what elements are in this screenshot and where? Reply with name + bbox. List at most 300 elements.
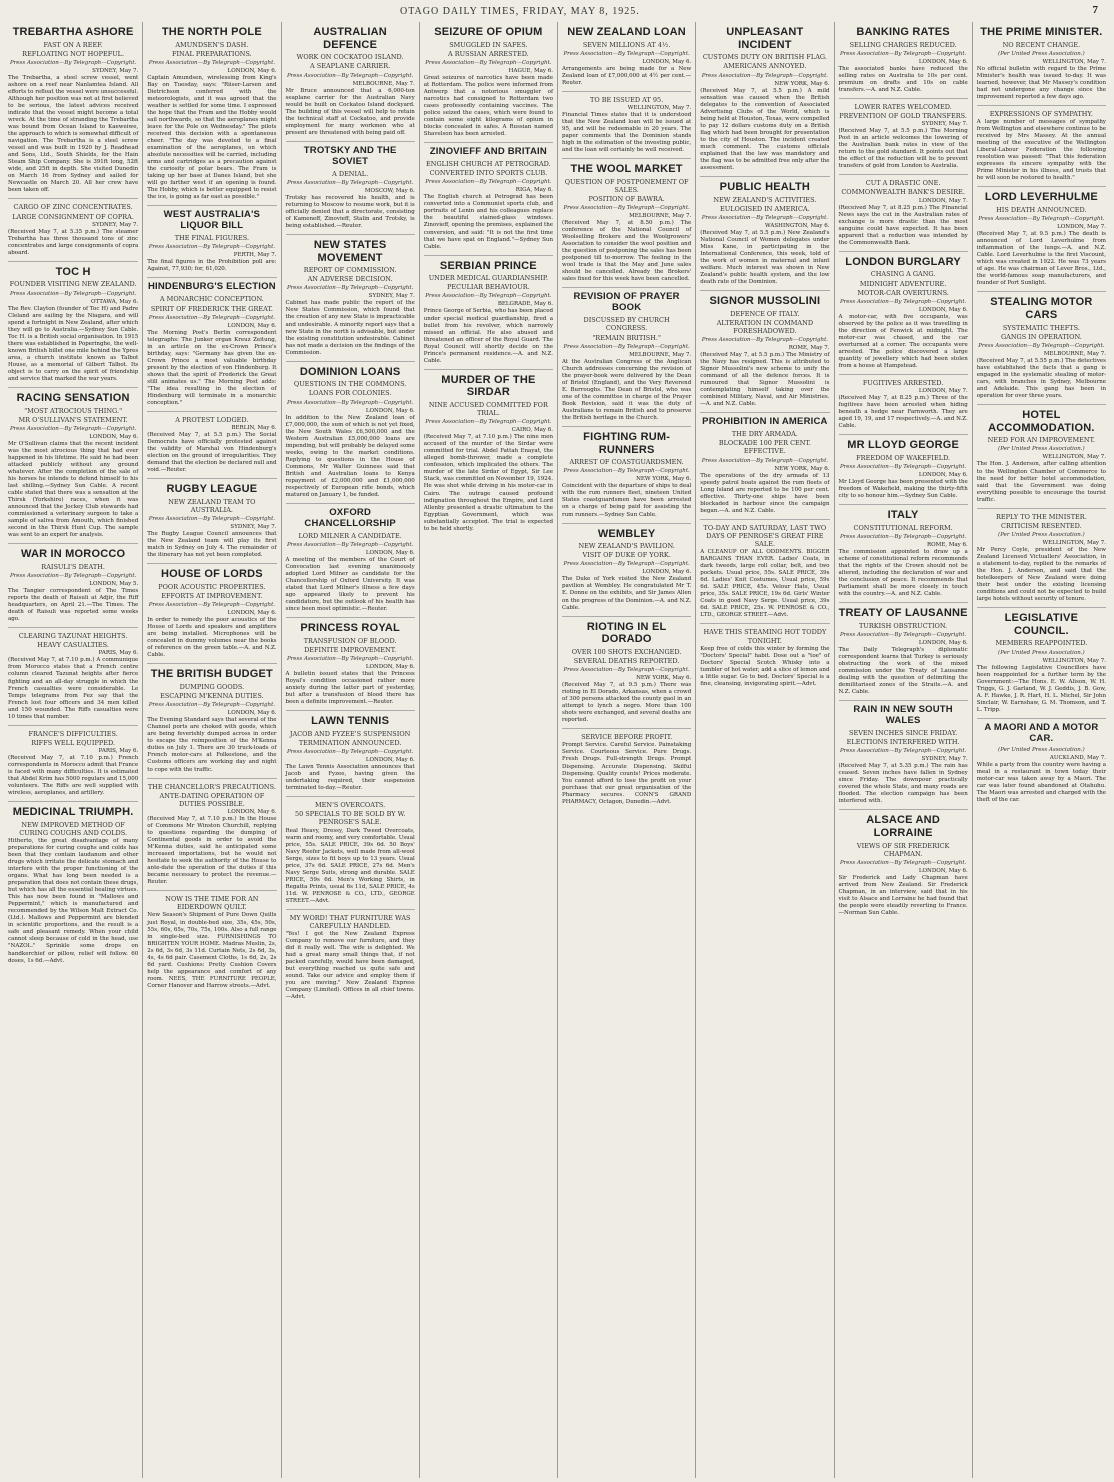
subheading: HEAVY CASUALTIES.	[37, 641, 109, 650]
article-body: In order to remedy the poor acoustics of the House of Lords and speakers and amplifiers are being installed. Microphones will be concealed in dummy volumes near the books of reference on the green table.—A. and N.Z. Cable.	[147, 617, 277, 659]
byline: Press Association—By Telegraph—Copyright.	[701, 337, 829, 344]
subheading: HAVE THIS STEAMING HOT TODDY TONIGHT.	[703, 628, 827, 645]
subheading: MEMBERS REAPPOINTED.	[995, 639, 1088, 648]
subheading: THE FINAL FIGURES.	[174, 234, 250, 243]
subheading: REFLOATING NOT HOPEFUL.	[22, 49, 125, 58]
dateline: ROME, May 7.	[788, 345, 830, 352]
subheading: TRANSFUSION OF BLOOD.	[303, 636, 397, 645]
subheading: OVER 100 SHOTS EXCHANGED.	[571, 647, 682, 656]
headline: THE NORTH POLE	[161, 26, 262, 38]
article-body: Sir Frederick and Lady Chapman have arrived from New Zealand. Sir Frederick Chapman, in an interview, said that in his visit to Alsace and Lorraine he had found that the people were steadily reverting to France.—Norman Sun Cable.	[838, 874, 968, 917]
byline: Press Association—By Telegraph—Copyright.	[9, 573, 137, 579]
headline: NEW STATES MOVEMENT	[313, 238, 387, 264]
subheading: LARGE CONSIGNMENT OF COPRA.	[12, 212, 134, 221]
article-body: "Yes! I got the New Zealand Express Company to remove our furniture, and they did it really well. The wife is delighted. We had a great many small things that, if not packed carefully, would have been damaged, but everything reached us quite safe and sound. Take our advice and employ them if you are moving." New Zealand Express Company (Limited). Offices in all chief towns.—Advt.	[285, 931, 415, 1001]
article	[562, 96, 691, 159]
subheading: THE CHANCELLOR'S PRECAUTIONS.	[147, 782, 276, 791]
article	[562, 163, 691, 288]
dateline: LONDON, May 6.	[227, 322, 277, 329]
headline: NEW ZEALAND LOAN	[567, 26, 686, 38]
article	[424, 26, 553, 143]
subheading: AMUNDSEN'S DASH.	[175, 40, 249, 49]
article	[839, 439, 968, 505]
article-body: A meeting of the members of the Court of Convocation last evening unanimously adopted Lord Milner as candidate for the Chancellorship of Oxford University. It was stated that Lord Milner's illness a few days ago appeared likely to prevent his candidature, but the outlook of his health has since been most optimistic.—Reuter.	[285, 556, 415, 613]
article-body: (Received May 7, at 5.35 p.m.) The steamer Trebartha has three thousand tons of zinc concentrates and large consignments of copra aboard.	[8, 228, 139, 256]
headline: BANKING RATES	[856, 26, 950, 38]
article-body: Financial Times states that it is understood that the New Zealand loan will be issued at 95, and will be redeemable in 20 years. The paper comments that the Dominion stands high in the estimation of the investing public, and the loan will certainly be well received.	[562, 111, 692, 154]
dateline: NEW YORK, May 6.	[636, 476, 692, 483]
masthead	[0, 0, 1114, 20]
headline: LORD LEVERHULME	[984, 191, 1098, 204]
byline: (Per United Press Association.)	[998, 531, 1085, 538]
dateline: LONDON, May 6.	[918, 639, 968, 646]
subheading: EFFORTS AT IMPROVEMENT.	[161, 592, 263, 601]
subheading: MY WORD! THAT FURNITURE WAS CAREFULLY HANDLED.	[289, 913, 411, 931]
dateline: SYDNEY, May 7.	[921, 121, 968, 128]
subheading: FOUNDER VISITING NEW ZEALAND.	[9, 280, 137, 289]
subheading: THE DRY ARMADA.	[731, 430, 798, 439]
headline: HOUSE OF LORDS	[160, 568, 263, 581]
dateline: WELLINGTON, May 7.	[1042, 657, 1106, 664]
headline: WEST AUSTRALIA'S LIQUOR BILL	[163, 209, 261, 232]
headline: REVISION OF PRAYER BOOK	[573, 291, 680, 314]
dateline: LONDON, May 6.	[365, 407, 415, 414]
article-body: Cabinet has made public the report of the New States Commission, which found that the creation of any new State is impracticable and undesirable. A minority report says that a new State in the north is advisable, but under the existing constitution undesirable. Cabinet has not made a decision on the findings of the Commission.	[285, 300, 415, 356]
subheading: UNDER MEDICAL GUARDIANSHIP.	[428, 274, 549, 283]
article-body: Mr O'Sullivan claims that the recent incident was the most atrocious thing that had ever happened in his lifetime. He said he had been attacked publicly without any ground whatever. After the completion of the sale of his horses he intends to defend himself to his last shilling.—Sydney Sun Cable. A recent cable stated that there was a sensation at the Thirsk (Yorkshire) races, when it was announced that the Jockey Club stewards had commissioned a veterinary surgeon to take a sample of saliva from Amouth, which finished second in the Thirsk Hunt Cup. The sample was sent to an expert for analysis.	[8, 440, 139, 539]
article-body: The associated banks have reduced the selling rates on Australia to 10s per cent. premium on drafts and 10s on cable transfers.—A. and N.Z. Cable.	[838, 65, 968, 93]
subheading: MEN'S OVERCOATS.	[315, 801, 386, 810]
byline: Press Association—By Telegraph—Copyright.	[978, 216, 1105, 223]
article	[424, 147, 553, 255]
article	[147, 895, 276, 994]
article-body: The Evening Standard says that several of the Channel ports are choked with goods, which are being feverishly dumped across in order to escape the reimposition of the M'Kenna duties on July 1. There are 30 truck-loads of French motor-cars at Folkestone, and the Customs officers are working day and night to cope with the traffic.	[147, 717, 277, 773]
subheading: CONVERTED INTO SPORTS CLUB.	[429, 169, 548, 178]
subheading: NINE ACCUSED COMMITTED FOR TRIAL.	[428, 401, 548, 418]
subheading: DEFINITE IMPROVEMENT.	[304, 645, 397, 654]
article	[562, 528, 691, 617]
dateline: LONDON, May 6.	[918, 58, 968, 65]
headline: SIGNOR MUSSOLINI	[709, 295, 821, 308]
subheading: FUGITIVES ARRESTED.	[862, 379, 944, 388]
subheading: NEW IMPROVED METHOD OF CURING COUGHS AND COLDS.	[19, 820, 128, 837]
column-5	[557, 22, 695, 1478]
subheading: VISIT OF DUKE OF YORK.	[582, 551, 671, 560]
column-6	[695, 22, 833, 1478]
article	[700, 295, 829, 413]
subheading: LOANS FOR COLONIES.	[308, 389, 392, 398]
dateline: WELLINGTON, May 7.	[1042, 539, 1106, 546]
subheading: SEVERAL DEATHS REPORTED.	[573, 656, 680, 665]
column-7	[834, 22, 972, 1478]
article-body: (Received May 7, at 5.55 p.m.) The detectives have established the facts that a gang is engaged in the systematic stealing of motor-cars, with branches in Sydney, Melbourne and Adelaide. This gang has been in operation for over three years.	[976, 357, 1106, 400]
subheading: VIEWS OF SIR FREDERICK CHAPMAN.	[856, 841, 950, 858]
subheading: A SEAPLANE CARRIER.	[309, 62, 391, 71]
subheading: REPLY TO THE MINISTER.	[995, 512, 1087, 521]
article-body: The Hon. J. Anderson, after calling attention to the Wellington Chamber of Commerce to the need for better hotel accommodation, said that the Government was doing everything possible to encourage the tourist traffic.	[976, 461, 1106, 503]
subheading: GANGS IN OPERATION.	[1000, 332, 1082, 341]
byline: Press Association—By Telegraph—Copyright.	[425, 293, 552, 300]
headline: TREBARTHA ASHORE	[12, 26, 134, 38]
headline: RIOTING IN EL DORADO	[586, 620, 667, 646]
article	[700, 628, 829, 691]
headline: RACING SENSATION	[16, 391, 130, 404]
subheading: QUESTION OF POSTPONEMENT OF SALES.	[564, 177, 689, 194]
byline: Press Association—By Telegraph—Copyright.	[839, 533, 967, 540]
dateline: LONDON, May 6.	[89, 433, 139, 440]
subheading: MOTOR-CAR OVERTURNS.	[857, 288, 949, 297]
byline: Press Association—By Telegraph—Copyright.	[839, 859, 967, 866]
subheading: NEW ZEALAND TEAM TO AUSTRALIA.	[168, 497, 256, 515]
subheading: ENGLISH CHURCH AT PETROGRAD.	[426, 160, 551, 169]
byline: Press Association—By Telegraph—Copyright.	[701, 457, 829, 464]
dateline: LONDON, May 6.	[227, 610, 277, 617]
byline: Press Association—By Telegraph—Copyright.	[9, 59, 137, 66]
article-body: (Received May 7, at 7.10 p.m.) The nine men accused of the murder of the Sirdar were committed for trial. Abdel Fattah Enayat, the alleged bomb-thrower, made a complete confession, which implicated the others. The murder of the late Sirdar of Egypt, Sir Lee Stack, was committed on November 19, 1924. He was shot while driving in his motor-car in Cairo. The outrage caused profound indignation throughout the Empire, and Lord Allenby presented a drastic ultimatum to the Egyptian Government, which was substantially accepted. The trial is expected to be held shortly.	[423, 434, 553, 532]
article-body: The Duke of York visited the New Zealand pavilion at Wembley. He congratulated Mr T. E. Donne on the exhibits, and Sir James Allen on the progress of the Dominion.—A. and N.Z. Cable.	[562, 576, 692, 611]
dateline: BELGRADE, May 6.	[497, 301, 553, 308]
article-body: The following Legislative Councillors have been reappointed for a further term by the Government:—The Hons. E. W. Alison, W. H. Triggs, G. J. Garland, W. J. Geddis, J. B. Gow, A. F. Hawke, J. R. Hart, H. L. Michel, Sir John Sinclair, W. Earnshaw, G. M. Thomson, and T. L. Tripp.	[976, 664, 1106, 713]
byline: Press Association—By Telegraph—Copyright.	[978, 342, 1105, 349]
byline: Press Association—By Telegraph—Copyright.	[286, 749, 414, 756]
byline: Press Association—By Telegraph—Copyright.	[286, 72, 414, 79]
column-4	[419, 22, 557, 1478]
article-body: While a party from the country were having a meal in a restaurant in town today their motor-car was taken away by a Maori. The car was later found abandoned at Otahuhu. The Maori was arrested and charged with the theft of the car.	[976, 761, 1106, 803]
subheading: A PROTEST LODGED.	[175, 416, 249, 424]
article	[286, 622, 415, 711]
dateline: ROME, May 6.	[926, 541, 968, 548]
subheading: MR O'SULLIVAN'S STATEMENT.	[18, 415, 128, 424]
headline: LONDON BURGLARY	[845, 255, 961, 268]
subheading: TERMINATION ANNOUNCED.	[298, 738, 402, 747]
headline: LEGISLATIVE COUNCIL.	[1004, 612, 1079, 637]
byline: Press Association—By Telegraph—Copyright.	[148, 602, 276, 609]
subheading: EXPRESSIONS OF SYMPATHY.	[989, 109, 1093, 118]
subheading: DEFENCE OF ITALY.	[730, 309, 800, 318]
newspaper-columns	[4, 22, 1110, 1478]
article-body: The Rev. Clayton (founder of Toc H) and Padre Cleland are sailing by the Niagara, and will spend a fortnight in New Zealand, after which they will go to Australia.—Sydney Sun Cable. Toc H. is a British social organisation. In 1915 there was established in Poperinghe, the well-known British billet one mile behind the Ypres area, a church institute known as Talbot House, as a memorial of Gilbert Talbot. Its object is to carry on the spirit of friendship and service that marked the war years.	[8, 305, 139, 382]
headline: ZINOVIEFF AND BRITAIN	[429, 146, 547, 158]
article-body: Coincident with the departure of ships to deal with the rum runners fleet, nineteen United States coastguardsmen have been arrested on a charge of being paid for assisting the rum runners.—Sydney Sun Cable.	[562, 483, 692, 518]
dateline: MELBOURNE, May 7.	[629, 351, 692, 358]
subheading: CONSTITUTIONAL REFORM.	[853, 523, 953, 532]
byline: Press Association—By Telegraph—Copyright.	[9, 290, 137, 297]
article	[700, 26, 829, 177]
article-body: The Tangier correspondent of The Times reports the death of Raisuli at Adjir, the Riff headquarters, on April 21.—The Times. The death of Raisuli was reported some weeks ago.	[8, 588, 139, 623]
article-body: A bulletin issued states that the Princess Royal's condition occasioned rather more anxiety during the latter part of yesterday, but after a transfusion of blood there has been a definite improvement.—Reuter.	[285, 671, 415, 706]
article	[562, 26, 691, 92]
dateline: OTTAWA, May 6.	[90, 298, 139, 305]
article	[977, 296, 1106, 405]
byline: Press Association—By Telegraph—Copyright.	[286, 399, 414, 406]
article-body: Mr Bruce announced that a 6,000-ton seaplane carrier for the Australian Navy would be built on Cockatoo Island dockyard. The building of this vessel will help to retain the technical staff at Cockatoo, and provide employment for many workmen who at present are threatened with being paid off.	[285, 87, 415, 136]
byline: Press Association—By Telegraph—Copyright.	[286, 541, 414, 548]
headline: STEALING MOTOR CARS	[990, 296, 1093, 321]
article	[147, 568, 276, 664]
article-body: The operations of the dry armada of 13 speedy patrol boats against the rum fleets of Long Island are reported to be 100 per cent. effective. Thirty-one ships have been blockaded in harbour since the campaign began.—A. and N.Z. Cable.	[700, 472, 830, 514]
headline: MURDER OF THE SIRDAR	[441, 373, 536, 399]
article	[839, 607, 968, 701]
subheading: RIFFS WELL EQUIPPED.	[31, 738, 116, 747]
dateline: WASHINGTON, May 6.	[765, 222, 830, 229]
article-body: (Received May 7, at 5.5 p.m.) New Zealand's National Council of Women delegates under Miss Kane, in participating in the International Conference, this week, told of the work of women in maternal and infant welfare. Much interest was shown in New Zealand's public health system, and the low death rate of the Dominion.	[700, 229, 830, 286]
headline: THE BRITISH BUDGET	[150, 668, 273, 681]
article-body: At the Australian Congress of the Anglican Church addresses concerning the revision of the prayer-book were delivered by the Dean of Bristol (England), and the Very Reverend E. Burroughs. The Dean of Bristol, who was one of the committee in charge of the Prayer Book Revision, said it was the duty of Australians to remain British and to preserve the British heritage in the Church.	[562, 358, 692, 421]
article	[839, 179, 968, 251]
byline: Press Association—By Telegraph—Copyright.	[9, 425, 137, 432]
article	[147, 783, 276, 892]
article	[8, 26, 138, 199]
article	[839, 256, 968, 375]
article-body: A CLEANUP OF ALL ODDMENTS. BIGGER BARGAINS THAN EVER. Ladies' Coats, in dark tweeds, large roll collar, belt, and two pockets. Usual price, 55s. SALE PRICE, 39s 6d. Ladies' Knit Costumes, Usual price, 59s 6d. SALE PRICE, 45s. Velour Hats, Usual price, 35s. SALE PRICE, 19s 6d. Girls' Winter Coats in good Navy Serge. Usual price, 39s 6d. SALE PRICE, 25s. W. PENROSE & CO., LTD., GEORGE STREET.—Advt.	[700, 549, 830, 619]
article-body: A large number of messages of sympathy from Wellington and elsewhere continue to be received by Mrs Massey. At the annual meeting of the executive of the Wellington Liberal-Labour Federation the following resolution was passed: "That this federation expresses its sincere sympathy with the Prime Minister in his illness, and trusts that he will soon be restored to health."	[976, 119, 1106, 182]
byline: Press Association—By Telegraph—Copyright.	[701, 72, 829, 79]
article-body: Hitherto, the great disadvantage of many preparations for curing coughs and colds has been that they contain laudanum and other drugs which irritate the delicate stomach and interfere with the proper functioning of the organs. What has long been needed is a preparation that does not contain these drugs, but which has all the essential healing virtues. This has now been found in "Mallows and Peppermint," which is manufactured and recommended by the Wilson Malt Extract Co. (Ltd.). Mallows and Peppermint are blended in scientific proportions, and the result is a safe and pleasant remedy. When your child cannot sleep because of cold in the head, use "NAZOL." Sprinkle some drops on handkerchief or pillow, relief will follow. 60 doses, 1s 6d.—Advt.	[8, 838, 139, 964]
headline: TROTSKY AND THE SOVIET	[303, 144, 397, 167]
article-body: Mr Percy Coyle, president of the New Zealand Licensed Victuallers' Association, in a statement to-day, replied to the remarks of the Hon. J. Anderson, and said that the hotelkeepers of New Zealand were doing their best under the existing licensing conditions and could not be expected to build large hotels without security of tenure.	[976, 546, 1106, 603]
article-body: Arrangements are being made for a New Zealand loan of £7,000,000 at 4½ per cent.—Reuter.	[562, 65, 692, 86]
article	[839, 379, 968, 435]
subheading: ESCAPING M'KENNA DUTIES.	[160, 692, 264, 701]
article-body: A motor-car, with five occupants, was observed by the police as it was travelling in the direction of Fenwick at midnight. The motor-car was chased, and the car overturned at a corner. The occupants were arrested. The police discovered a large quantity of jewellery which had been stolen from a house at Hampstead.	[838, 313, 968, 369]
subheading: HIS DEATH ANNOUNCED.	[996, 205, 1087, 214]
article	[147, 26, 276, 206]
subheading: NEED FOR AN IMPROVEMENT.	[987, 436, 1096, 445]
article	[8, 632, 138, 726]
article-body: The Rugby League Council announces that the New Zealand team will play its first match in Sydney on July 4. The remainder of the itinerary has not yet been completed.	[147, 531, 277, 559]
dateline: LONDON, May 6.	[365, 757, 415, 764]
article-body: (Received May 7, at 9.5 p.m.) The death is announced of Lord Leverhulme from inflammation of the lungs.—A. and N.Z. Cable. Lord Leverhulme is the first Viscount, which was created in 1922. He was 73 years of age. He was chairman of Lever Bros., Ltd., the world-famous soap manufacturers, and founder of Port Sunlight.	[976, 231, 1106, 287]
article-body: (Received May 7, at 7.10 p.m.) A communique from Morocco states that a French centre column cleared Tazunat heights after fierce fighting and an all-day struggle in which the French casualties were considerable. Le Temps telegrams from Fez say that the French lost four officers and 34 men killed and 150 wounded. The Riffs casualties were 10 times that number.	[8, 657, 139, 720]
article	[977, 723, 1106, 808]
subheading: TURKISH OBSTRUCTION.	[859, 621, 948, 630]
subheading: TO BE ISSUED AT 95.	[589, 95, 664, 104]
dateline: LONDON, May 6.	[918, 472, 968, 479]
article	[147, 668, 276, 778]
headline: PRINCESS ROYAL	[300, 622, 400, 635]
article	[8, 392, 138, 544]
article-body: The Trebartha, a steel screw vessel, went ashore on a reef near Nanlamtea Island. All efforts to refloat the vessel were unsuccessful. Although her position was not at first believed to be serious, the latest advices received indicate that the vessel might become a total wreck. At the time of stranding the Trebartha was bound from Ocean Island to Kaeweiwe, the approach to which is somewhat difficult of navigation. The Trebartha is a steel screw vessel and was built in 1920 by J. Readhead and Sons, Ltd., South Shields, for the Hain Steam Ship Company. She is 391ft long, 52ft wide, and 25ft in depth. She visited Dunedin on March 16 from Sydney and sailed for Newcastle on March 20. All her crew have been taken off.	[8, 74, 139, 194]
subheading: NEW ZEALAND'S PAVILION.	[578, 542, 675, 551]
dateline: SYDNEY, May 7.	[92, 67, 139, 74]
subheading: SMUGGLED IN SAFES.	[449, 40, 528, 49]
byline: Press Association—By Telegraph—Copyright.	[839, 50, 967, 57]
subheading: PREVENTION OF GOLD TRANSFERS.	[839, 112, 967, 121]
article-body: (Received May 7, at 5.5 p.m.) The Morning Post in an article welcomes the lowering of the Australian bank rates in view of the return to the gold standard. It points out that the effect of the reduction will be to prevent transfers of gold from London to Australia.	[838, 128, 968, 170]
subheading: AMERICANS ANNOYED.	[723, 62, 807, 71]
subheading: "REMAIN BRITISH."	[592, 333, 661, 342]
byline: Press Association—By Telegraph—Copyright.	[839, 748, 967, 755]
subheading: REPORT OF COMMISSION.	[303, 266, 397, 275]
article-body: New Season's Shipment of Pure Down Quilts just Royal, in double-bed size, 35s, 45s, 50s, 55s, 60s, 65s, 70s, 75s, 100s. Also a full range in single-bed size. FURNISHINGS TO BRIGHTEN YOUR HOME. Madras Muslin, 2s, 2s 6d, 3s 6d, 3s 11d. Curtain Nets, 2s 6d, 3s, 4s, 4s 6d pair. Casement Cloths, 1s 6d, 2s, 2s 6d yard. Cushions: Pretty Cushion Covers help the appearance and comfort of any room. NEES, THE FURNITURE PEOPLE, Corner Hanover and Harrow streets.—Advt.	[147, 912, 277, 989]
dateline: LONDON, May 6.	[642, 58, 692, 65]
column-8	[972, 22, 1110, 1478]
dateline: PARIS, May 6.	[98, 747, 139, 754]
article	[286, 26, 415, 142]
headline: OXFORD CHANCELLORSHIP	[304, 506, 396, 529]
dateline: LONDON, May 7.	[1057, 224, 1106, 231]
byline: Press Association—By Telegraph—Copyright.	[839, 631, 967, 638]
byline: Press Association—By Telegraph—Copyright.	[839, 298, 967, 305]
headline: SERBIAN PRINCE	[439, 259, 537, 272]
subheading: NOW IS THE TIME FOR AN EIDERDOWN QUILT.	[165, 895, 259, 912]
subheading: FRANCE'S DIFFICULTIES.	[28, 729, 118, 738]
article	[286, 239, 415, 362]
subheading: JACOB AND FYZEE'S SUSPENSION	[289, 729, 411, 738]
headline: WAR IN MOROCCO	[21, 548, 126, 561]
article	[562, 431, 691, 524]
dateline: MELBOURNE, May 7.	[629, 213, 692, 220]
article-body: Keep free of colds this winter by forming the "Doctors' Special" habit. Dose out a "toe" of Doctors' Special Scotch Whisky into a tumbler of hot water, add a slice of lemon and a little sugar. Go to bed. Doctors' Special is a fine, cleansing, invigorating spirit.—Advt.	[700, 645, 830, 687]
article	[839, 26, 968, 99]
headline: PROHIBITION IN AMERICA	[702, 416, 828, 428]
subheading: "MOST ATROCIOUS THING."	[24, 406, 123, 415]
subheading: NO RECENT CHANGE.	[1002, 40, 1081, 49]
dateline: LONDON, May 7.	[918, 388, 968, 395]
byline: Press Association—By Telegraph—Copyright.	[286, 179, 414, 186]
byline: Press Association—By Telegraph—Copyright.	[563, 50, 690, 57]
article	[700, 417, 829, 519]
article-body: The commission appointed to draw up a scheme of constitutional reform recommends that the rights of the Crown should not be altered, including the declaration of war and the conclusion of peace. It recommends that Parliament shall be more closely in touch with the country.—A. and N.Z. Cable.	[838, 548, 968, 598]
dateline: WELLINGTON, May 7.	[627, 104, 692, 111]
article	[286, 914, 415, 1006]
article	[562, 292, 691, 427]
subheading: SEVEN INCHES SINCE FRIDAY.	[849, 728, 958, 737]
subheading: WORK ON COCKATOO ISLAND.	[296, 53, 404, 62]
article	[8, 806, 138, 968]
byline: (Per United Press Association.)	[998, 649, 1085, 656]
dateline: PARIS, May 6.	[98, 650, 139, 657]
headline: ITALY	[887, 509, 919, 522]
dateline: LONDON, May 6.	[227, 808, 277, 815]
dateline: BERLIN, May 6.	[231, 425, 277, 432]
byline: Press Association—By Telegraph—Copyright.	[563, 343, 690, 350]
article	[977, 110, 1106, 187]
column-1	[4, 22, 142, 1478]
article-body: The English church at Petrograd has been converted into a Communist sports club, and portraits of Lenin and his colleagues replace the beautiful stained-glass windows. Zinovieff, opening the premises, explained the conversion, and said: "It is not the first time that we have spat on England."—Sydney Sun Cable.	[423, 194, 553, 250]
byline: (Per United Press Association.)	[998, 446, 1085, 453]
subheading: CUT A DRASTIC ONE.	[865, 179, 941, 188]
article	[147, 483, 276, 564]
dateline: PERTH, May 7.	[233, 252, 277, 259]
byline: Press Association—By Telegraph—Copyright.	[563, 205, 690, 212]
article	[147, 282, 276, 412]
article	[286, 508, 415, 618]
article	[839, 103, 968, 175]
byline: (Per United Press Association.)	[998, 50, 1085, 57]
byline: Press Association—By Telegraph—Copyright.	[148, 59, 276, 66]
dateline: NEW YORK, May 6.	[636, 675, 692, 682]
byline: Press Association—By Telegraph—Copyright.	[425, 59, 552, 66]
subheading: MIDNIGHT ADVENTURE.	[859, 279, 947, 288]
byline: Press Association—By Telegraph—Copyright.	[148, 314, 276, 321]
subheading: FINAL PREPARATIONS.	[171, 49, 252, 58]
byline: (Per United Press Association.)	[998, 746, 1085, 753]
article	[839, 705, 968, 810]
dateline: RIGA, May 6.	[515, 187, 553, 194]
article	[8, 203, 138, 261]
byline: Press Association—By Telegraph—Copyright.	[563, 468, 690, 475]
dateline: LONDON, May 7.	[918, 197, 968, 204]
dateline: CAIRO, May 6.	[511, 427, 553, 434]
article-body: (Received May 7, at 5.5 p.m.) The Social Democrats have officially protested against the validity of Marshal von Hindenburg's election on the ground of irregularities. They demand that the election be declared null and void.—Reuter.	[147, 432, 277, 474]
article-body: (Received May 7, at 9.5 p.m.) There was rioting in El Dorado, Arkansas, when a crowd of 300 persons attacked the county gaol in an attempt to lynch a negro. More than 100 shots were exchanged, and several deaths are reported.	[562, 682, 692, 724]
dateline: AUCKLAND, May 7.	[1049, 754, 1106, 761]
dateline: NEW YORK, May 6.	[774, 465, 830, 472]
article	[286, 715, 415, 797]
subheading: EULOGISED IN AMERICA.	[720, 204, 810, 213]
byline: Press Association—By Telegraph—Copyright.	[148, 244, 276, 251]
subheading: A DENIAL.	[332, 169, 369, 178]
article-body: (Received May 7, at 8.25 p.m.) The Financial News says the cut in the Australian rates of exchange is more drastic than the most sanguine could have expected. It has been apparent that a reduction was intended by the Commonwealth Bank.	[838, 204, 968, 246]
article-body: The Lawn Tennis Association announces that Jacob and Fyzee, having given the undertaking required, their suspension terminated to-day.—Reuter.	[285, 764, 415, 792]
headline: UNPLEASANT INCIDENT	[726, 26, 804, 51]
article	[286, 146, 415, 235]
subheading: LORD MILNER A CANDIDATE.	[298, 531, 402, 540]
headline: WEMBLEY	[597, 527, 656, 540]
headline: SEIZURE OF OPIUM	[434, 26, 543, 38]
article	[700, 181, 829, 291]
subheading: CRITICISM RESENTED.	[1001, 521, 1082, 530]
headline: FIGHTING RUM-RUNNERS	[583, 430, 671, 456]
subheading: FREEDOM OF WAKEFIELD.	[856, 453, 951, 462]
subheading: POOR ACOUSTIC PROPERTIES.	[158, 582, 266, 591]
article	[839, 814, 968, 921]
paper-title: OTAGO DAILY TIMES, FRIDAY, MAY 8, 1925.	[400, 6, 640, 17]
subheading: A RUSSIAN ARRESTED.	[448, 49, 529, 58]
article	[8, 266, 138, 388]
subheading: ARREST OF COASTGUARDSMEN.	[569, 458, 684, 467]
article	[147, 416, 276, 479]
subheading: DISCUSSED BY CHURCH CONGRESS.	[583, 316, 670, 333]
byline: Press Association—By Telegraph—Copyright.	[425, 419, 552, 426]
headline: RAIN IN NEW SOUTH WALES	[853, 704, 953, 727]
subheading: RAISULI'S DEATH.	[41, 562, 105, 571]
subheading: CARGO OF ZINC CONCENTRATES.	[13, 203, 133, 212]
dateline: LONDON, May 6.	[918, 306, 968, 313]
page-number: 7	[1092, 4, 1098, 16]
dateline: WELLINGTON, May 7.	[1042, 58, 1106, 65]
article-body: Trotsky has recovered his health, and is returning to Moscow to resume work, but it is officially denied that a directorate, consisting of Kameneff, Zinovieff, Stalin and Trotsky, is being established.—Reuter.	[285, 194, 415, 229]
article-body: In addition to the New Zealand loan of £7,000,000, the sum of which is not yet fixed, the New South Wales £6,500,000 and the Western Australian £5,000,000 loans are impending, but will probably be delayed some weeks, owing to the market conditions. Replying to questions in the House of Commons, Mr Walter Guinness said that British and Australian loans to Kenya repayment of £2,000,000 and £1,000,000 respectively of European rifle bonds, which matured on January 1, be funded.	[285, 414, 415, 498]
dateline: SYDNEY, May 7.	[921, 756, 968, 763]
article	[839, 509, 968, 603]
subheading: SELLING CHARGES REDUCED.	[849, 40, 957, 49]
dateline: LONDON, May 6.	[227, 67, 277, 74]
dateline: SYDNEY, May 7.	[368, 293, 415, 300]
headline: AUSTRALIAN DEFENCE	[313, 26, 387, 51]
byline: Press Association—By Telegraph—Copyright.	[286, 656, 414, 663]
article-body: (Received May 7, at 8.50 p.m.) The conference of the National Council of Woolselling Brokers and the Woolgrowers' Association to consider the wool position and the question of postponing the sales has been postponed till to-morrow. The feeling in the wool trade is that the May and June sales should be cancelled. Already the Brokers' sales fixed for this week have been cancelled.	[562, 220, 692, 283]
subheading: SPIRIT OF FREDERICK THE GREAT.	[150, 304, 273, 313]
dateline: LONDON, May 6.	[227, 710, 277, 717]
article-body: Prompt Service. Careful Service. Painstaking Service. Courteous Service. Pure Drugs. Fresh Drugs. Full-strength Drugs. Prompt Dispensing. Accurate Dispensing. Skilful Dispensing. Quality counts! Prices moderate. You cannot afford to lose the profit on your purchase that our great organisation of the Pharmacy secures. CONN'S GRAND PHARMACY, Octagon, Dunedin.—Advt.	[562, 742, 692, 805]
headline: THE WOOL MARKET	[570, 163, 683, 176]
article-body: Real Heavy, Dressy, Dark Tweed Overcoats, warm and roomy, and very comfortable. Usual price, 55s. SALE PRICE, 39s 6d. 50 Boys' Navy Reefer Jackets, well made from all-wool Serge, sizes to fit boys up to 13 years. Usual price, 37s 6d. SALE PRICE, 27s 6d. Men's Navy Serge Suits, strong and durable. SALE PRICE, 59s 6d. Men's Working Shirts, in Regatta Prints, usual 6s 11d, SALE PRICE, 4s 11d. W. PENROSE & CO., LTD., GEORGE STREET.—Advt.	[285, 827, 415, 904]
article-body: (Received May 7, at 5.5 p.m.) The Ministry of the Navy has resigned. This is attributed to Signor Mussolini's new scheme to unify the command of all the defence forces. It is rumoured that Signor Mussolini is contemplating himself taking over the combined Military, Naval, and Air Ministries.—A. and N.Z. Cable.	[700, 352, 830, 408]
article	[286, 801, 415, 910]
article	[424, 260, 553, 370]
article	[977, 191, 1106, 292]
headline: PUBLIC HEALTH	[719, 180, 811, 193]
dateline: LONDON, May 6.	[642, 569, 692, 576]
subheading: NEW ZEALAND'S ACTIVITIES.	[713, 195, 817, 204]
headline: HINDENBURG'S ELECTION	[147, 281, 276, 293]
article-body: (Received May 7, at 8.25 p.m.) Three of the fugitives have been arrested when hiding beneath a hedge near Farnworth. They are aged 19, 19, and 17 respectively.—A. and N.Z. Cable.	[838, 395, 968, 430]
dateline: NEW YORK, May 6.	[774, 80, 830, 87]
headline: THE PRIME MINISTER.	[980, 26, 1103, 38]
article	[147, 210, 276, 278]
